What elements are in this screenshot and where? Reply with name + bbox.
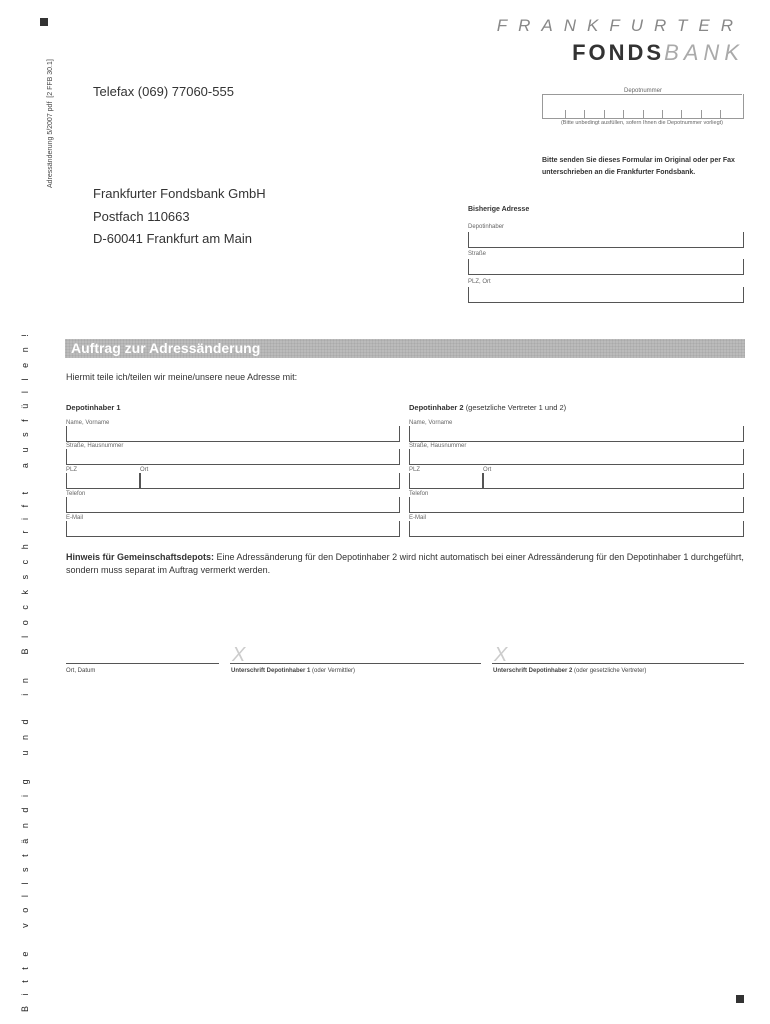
- holder1-name-label: Name, Vorname: [66, 420, 110, 426]
- holder1-telefon-label: Telefon: [66, 491, 86, 497]
- vertical-instruction: Bitte vollständig und in Blockschrift ausfüllen!: [20, 323, 30, 1012]
- holder2-telefon-field[interactable]: [409, 491, 744, 511]
- form-meta: Adressänderung 5/2007 pdf [2 FFB 30.1]: [47, 59, 54, 188]
- old-plz-ort-field[interactable]: [468, 279, 744, 301]
- holder2-strasse-label: Straße, Hausnummer: [409, 443, 467, 449]
- old-strasse-field[interactable]: [468, 251, 744, 273]
- holder1-ort-label: Ort: [140, 467, 149, 473]
- logo-fondsbank: FONDSBANK: [572, 40, 744, 65]
- sig2-line[interactable]: [492, 663, 744, 664]
- registration-mark-bottom: [736, 995, 744, 1003]
- holder1-strasse-label: Straße, Hausnummer: [66, 443, 124, 449]
- old-depotinhaber-label: Depotinhaber: [468, 224, 505, 230]
- old-depotinhaber-field[interactable]: [468, 224, 744, 246]
- intro-text: Hiermit teile ich/teilen wir meine/unsere neue Adresse mit:: [66, 372, 298, 382]
- old-address-title: Bisherige Adresse: [468, 206, 530, 213]
- depotnummer-ticks: [565, 110, 721, 118]
- sig1-line[interactable]: [230, 663, 481, 664]
- banner-title: Auftrag zur Adressänderung: [71, 340, 261, 356]
- holder2-ort-field[interactable]: [483, 467, 744, 487]
- depotnummer-label: Depotnummer: [621, 88, 665, 94]
- logo-frankfurter: FRANKFURTER: [496, 16, 744, 35]
- holder1-ort-field[interactable]: [140, 467, 400, 487]
- send-note: Bitte senden Sie dieses Formular im Original oder per Fax unterschrieben an die Frankfurter Fondsbank.: [542, 157, 735, 176]
- holder2-telefon-label: Telefon: [409, 491, 429, 497]
- recipient-city: D-60041 Frankfurt am Main: [93, 231, 252, 246]
- holder1-email-field[interactable]: [66, 515, 400, 535]
- sig2-label: Unterschrift Depotinhaber 2 (oder gesetzliche Vertreter): [493, 668, 647, 674]
- depotnummer-hint: (Bitte unbedingt ausfüllen, sofern Ihnen die Depotnummer vorliegt): [560, 120, 724, 126]
- sig1-x-mark: X: [232, 644, 246, 666]
- holder2-email-label: E-Mail: [409, 515, 427, 521]
- recipient-postbox: Postfach 110663: [93, 209, 190, 224]
- holder1-plz-label: PLZ: [66, 467, 78, 473]
- recipient-name: Frankfurter Fondsbank GmbH: [93, 186, 266, 201]
- ort-datum-label: Ort, Datum: [66, 668, 96, 674]
- holder1-email-label: E-Mail: [66, 515, 84, 521]
- holder2-strasse-field[interactable]: [409, 443, 744, 463]
- ort-datum-line[interactable]: [66, 663, 219, 664]
- holder1-telefon-field[interactable]: [66, 491, 400, 511]
- holder1-title: Depotinhaber 1: [66, 403, 121, 412]
- holder2-ort-label: Ort: [483, 467, 492, 473]
- holder2-plz-label: PLZ: [409, 467, 421, 473]
- joint-depot-hint: Hinweis für Gemeinschaftsdepots: Eine Adressänderung für den Depotinhaber 2 wird nicht automatisch bei einer Adressänderung für den Depotinhaber 1 durchgeführt, sondern muss separat im Auftrag vermerkt werden.: [66, 552, 744, 575]
- depotnummer-field[interactable]: [542, 88, 744, 119]
- section-banner: [65, 339, 745, 358]
- holder2-title: Depotinhaber 2 (gesetzliche Vertreter 1 und 2): [409, 403, 567, 412]
- holder1-name-field[interactable]: [66, 420, 400, 440]
- sig2-x-mark: X: [494, 644, 508, 666]
- holder2-name-field[interactable]: [409, 420, 744, 440]
- sig1-label: Unterschrift Depotinhaber 1 (oder Vermittler): [231, 668, 356, 674]
- holder1-strasse-field[interactable]: [66, 443, 400, 463]
- registration-mark-top: [40, 18, 48, 26]
- fax-number: Telefax (069) 77060-555: [93, 84, 234, 99]
- old-plz-ort-label: PLZ, Ort: [468, 279, 491, 285]
- old-strasse-label: Straße: [468, 251, 487, 257]
- holder2-plz-field[interactable]: [409, 467, 483, 487]
- holder1-plz-field[interactable]: [66, 467, 140, 487]
- holder2-name-label: Name, Vorname: [409, 420, 453, 426]
- holder2-email-field[interactable]: [409, 515, 744, 535]
